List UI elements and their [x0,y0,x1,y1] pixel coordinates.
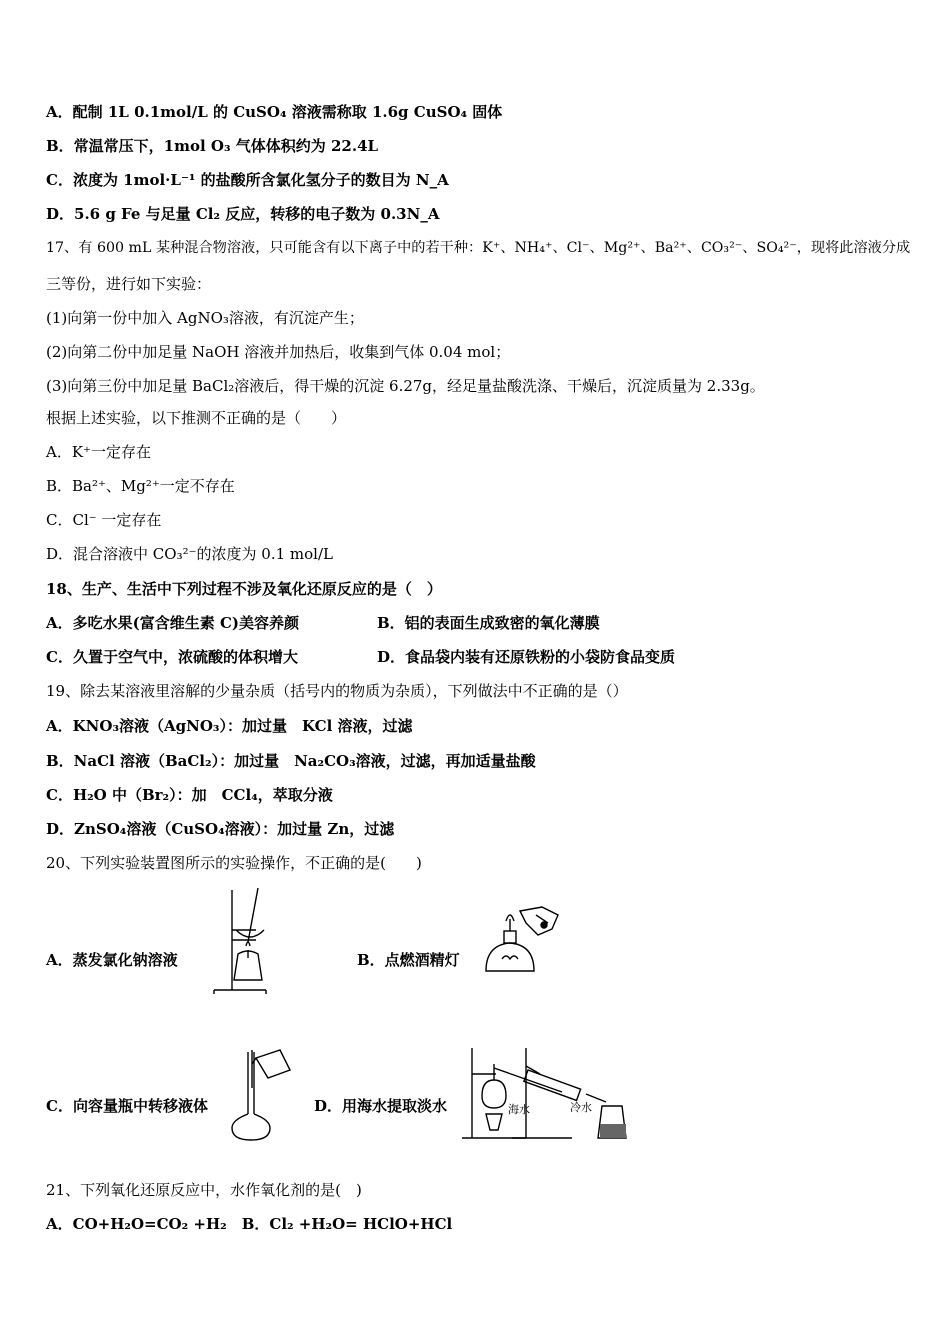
q21-stem: 21、下列氧化还原反应中，水作氧化剂的是( ) [46,1181,362,1199]
q20-stem: 20、下列实验装置图所示的实验操作，不正确的是( ) [46,854,422,872]
seawater-label: 海水 [508,1103,530,1116]
q17-option-d: D．混合溶液中 CO₃²⁻的浓度为 0.1 mol/L [46,545,333,563]
q18-option-d: D．食品袋内装有还原铁粉的小袋防食品变质 [377,648,676,666]
evaporation-apparatus-figure [210,884,270,996]
q17-experiment-3: (3)向第三份中加足量 BaCl₂溶液后，得干燥的沉淀 6.27g，经足量盐酸洗涤、干燥后，沉淀质量为 2.33g。 [46,377,765,395]
q20-option-c: C．向容量瓶中转移液体 [46,1097,208,1115]
q16-option-d: D．5.6 g Fe 与足量 Cl₂ 反应，转移的电子数为 0.3N_A [46,205,440,223]
q17-option-c: C．Cl⁻ 一定存在 [46,511,162,529]
q17-stem-line2: 三等份，进行如下实验： [46,275,212,293]
q16-option-a: A．配制 1L 0.1mol/L 的 CuSO₄ 溶液需称取 1.6g CuSO₄ 固体 [46,103,503,121]
q16-option-b: B．常温常压下，1mol O₃ 气体体积约为 22.4L [46,137,379,155]
q19-stem: 19、除去某溶液里溶解的少量杂质（括号内的物质为杂质），下列做法中不正确的是（） [46,682,628,700]
coldwater-label: 冷水 [570,1101,592,1114]
q18-option-b: B．铝的表面生成致密的氧化薄膜 [377,614,600,632]
q19-option-b: B．NaCl 溶液（BaCl₂）：加过量 Na₂CO₃溶液，过滤，再加适量盐酸 [46,752,536,770]
q17-option-a: A．K⁺一定存在 [46,443,151,461]
q17-stem-line1: 17、有 600 mL 某种混合物溶液，只可能含有以下离子中的若干种：K⁺、NH₄⁺、Cl⁻、Mg²⁺、Ba²⁺、CO₃²⁻、SO₄²⁻，现将此溶液分成 [46,240,911,256]
q17-option-b: B．Ba²⁺、Mg²⁺一定不存在 [46,477,235,495]
q18-option-a: A．多吃水果(富含维生素 C)美容养颜 [46,614,299,632]
q19-option-a: A．KNO₃溶液（AgNO₃）：加过量 KCl 溶液，过滤 [46,717,413,735]
q20-option-b: B．点燃酒精灯 [357,951,460,969]
q18-stem: 18、生产、生活中下列过程不涉及氧化还原反应的是（ ） [46,580,442,598]
lighting-alcohol-lamp-figure [480,905,566,985]
distillation-apparatus-figure [462,1044,632,1144]
q18-option-c: C．久置于空气中，浓硫酸的体积增大 [46,648,298,666]
q19-option-d: D．ZnSO₄溶液（CuSO₄溶液）：加过量 Zn，过滤 [46,820,395,838]
q17-question: 根据上述实验，以下推测不正确的是（ ） [46,409,347,427]
q20-option-a: A．蒸发氯化钠溶液 [46,951,178,969]
volumetric-flask-transfer-figure [228,1048,294,1142]
q20-option-d: D．用海水提取淡水 [314,1097,448,1115]
q19-option-c: C．H₂O 中（Br₂）：加 CCl₄，萃取分液 [46,786,333,804]
q21-options-ab: A．CO+H₂O=CO₂ +H₂ B．Cl₂ +H₂O= HClO+HCl [46,1215,453,1233]
q17-experiment-2: (2)向第二份中加足量 NaOH 溶液并加热后，收集到气体 0.04 mol； [46,343,511,361]
q17-experiment-1: (1)向第一份中加入 AgNO₃溶液，有沉淀产生； [46,309,364,327]
q16-option-c: C．浓度为 1mol·L⁻¹ 的盐酸所含氯化氢分子的数目为 N_A [46,171,449,189]
